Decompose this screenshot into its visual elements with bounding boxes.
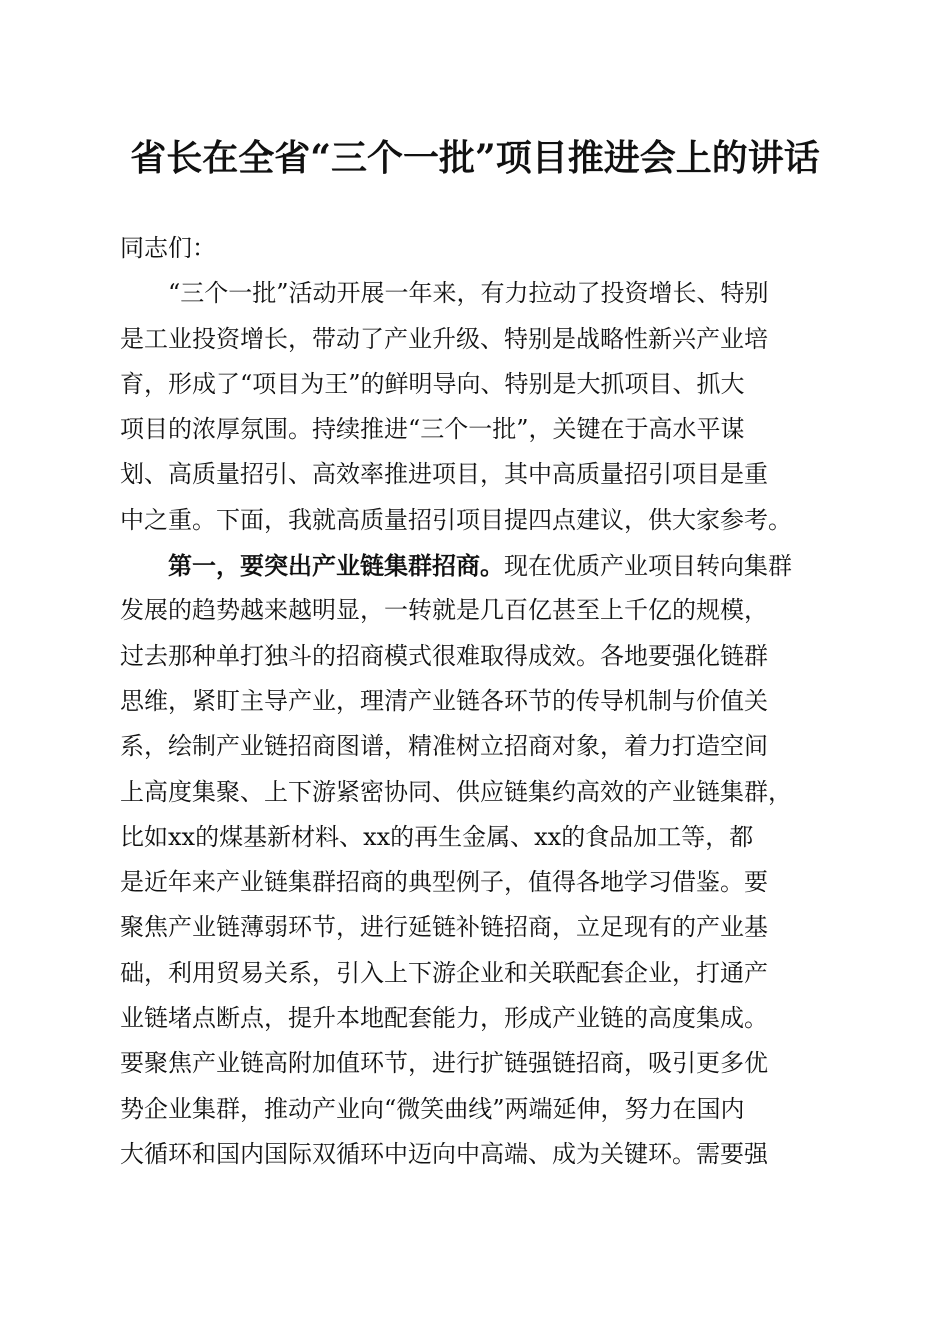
paragraph-2-line-10: 础，利用贸易关系，引入上下游企业和关联配套企业，打通产 xyxy=(120,958,768,987)
section-heading-first: 第一，要突出产业链集群招商。 xyxy=(168,551,504,581)
paragraph-2-line-4: 思维，紧盯主导产业，理清产业链各环节的传导机制与价值关 xyxy=(120,686,768,715)
paragraph-2-line-14: 大循环和国内国际双循环中迈向中高端、成为关键环。需要强 xyxy=(120,1139,768,1168)
paragraph-1-line-6: 中之重。下面，我就高质量招引项目提四点建议，供大家参考。 xyxy=(120,505,792,534)
paragraph-2-first-line-text: 现在优质产业项目转向集群 xyxy=(504,552,792,581)
paragraph-2-line-6: 上高度集聚、上下游紧密协同、供应链集约高效的产业链集群， xyxy=(120,777,792,806)
paragraph-2-line-3: 过去那种单打独斗的招商模式很难取得成效。各地要强化链群 xyxy=(120,641,768,670)
paragraph-2-line-7: 比如xx的煤基新材料、xx的再生金属、xx的食品加工等，都 xyxy=(120,822,754,851)
document-title: 省长在全省“三个一批”项目推进会上的讲话 xyxy=(130,137,820,179)
paragraph-2-line-12: 要聚焦产业链高附加值环节，进行扩链强链招商，吸引更多优 xyxy=(120,1049,768,1078)
paragraph-1-line-3: 育，形成了“项目为王”的鲜明导向、特别是大抓项目、抓大 xyxy=(120,369,745,398)
paragraph-2-line-1 xyxy=(120,543,830,588)
paragraph-2-line-8: 是近年来产业链集群招商的典型例子，值得各地学习借鉴。要 xyxy=(120,868,768,897)
paragraph-2-line-5: 系，绘制产业链招商图谱，精准树立招商对象，着力打造空间 xyxy=(120,732,768,761)
paragraph-1-line-2: 是工业投资增长，带动了产业升级、特别是战略性新兴产业培 xyxy=(120,324,768,353)
document-body xyxy=(120,226,830,1177)
salutation: 同志们： xyxy=(120,234,216,262)
paragraph-2-line-2: 发展的趋势越来越明显，一转就是几百亿甚至上千亿的规模， xyxy=(120,596,768,625)
paragraph-2-line-11: 业链堵点断点，提升本地配套能力，形成产业链的高度集成。 xyxy=(120,1004,768,1033)
paragraph-1-line-5: 划、高质量招引、高效率推进项目，其中高质量招引项目是重 xyxy=(120,460,768,489)
paragraph-1-line-4: 项目的浓厚氛围。持续推进“三个一批”，关键在于高水平谋 xyxy=(120,415,745,444)
paragraph-1-line-1: “三个一批”活动开展一年来，有力拉动了投资增长、特别 xyxy=(168,279,769,308)
paragraph-2-line-9: 聚焦产业链薄弱环节，进行延链补链招商，立足现有的产业基 xyxy=(120,913,768,942)
paragraph-2-line-13: 势企业集群，推动产业向“微笑曲线”两端延伸，努力在国内 xyxy=(120,1094,745,1123)
